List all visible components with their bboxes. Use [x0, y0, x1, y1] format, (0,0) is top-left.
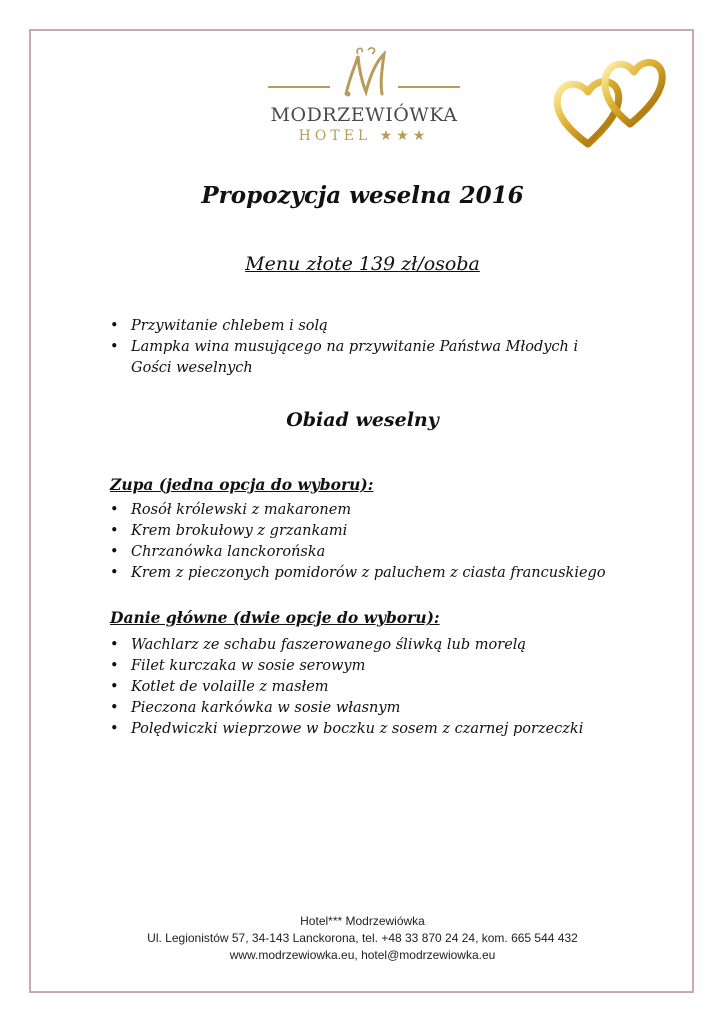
footer-web-email: www.modrzewiowka.eu, hotel@modrzewiowka.eu [229, 948, 496, 962]
list-item: • Krem z pieczonych pomidorów z paluchem z ciasta francuskiego [110, 563, 630, 584]
stylized-m-emblem-icon [328, 46, 400, 101]
main-course-list [110, 635, 630, 740]
section-title: Obiad weselny [286, 409, 439, 431]
footer-hotel-name: Hotel*** Modrzewiówka [300, 914, 425, 928]
list-item: • Wachlarz ze schabu faszerowanego śliwką lub morelą [110, 635, 630, 656]
logo-brand-name: MODRZEWIÓWKA [270, 104, 458, 126]
list-item: • Polędwiczki wieprzowe w boczku z sosem z czarnej porzeczki [110, 719, 630, 740]
main-course-heading: Danie główne (dwie opcje do wyboru): [110, 608, 440, 627]
logo-hotel-stars: HOTEL ★★★ [298, 128, 430, 144]
list-item: • Przywitanie chlebem i solą [110, 316, 610, 337]
footer [0, 913, 725, 964]
list-item: • Filet kurczaka w sosie serowym [110, 656, 630, 677]
list-item: • Kotlet de volaille z masłem [110, 677, 630, 698]
list-item: • Rosół królewski z makaronem [110, 500, 630, 521]
menu-price-line: Menu złote 139 zł/osoba [245, 253, 480, 275]
list-item: • Krem brokułowy z grzankami [110, 521, 630, 542]
soup-list [110, 500, 630, 584]
footer-address: Ul. Legionistów 57, 34-143 Lanckorona, tel. +48 33 870 24 24, kom. 665 544 432 [147, 931, 578, 945]
list-item: • Chrzanówka lanckorońska [110, 542, 630, 563]
list-item: • Pieczona karkówka w sosie własnym [110, 698, 630, 719]
wedding-rings-hearts-icon [548, 42, 670, 152]
list-item: • Lampka wina musującego na przywitanie Państwa Młodych i Gości weselnych [110, 337, 610, 379]
soup-heading: Zupa (jedna opcja do wyboru): [110, 475, 374, 494]
page-title: Propozycja weselna 2016 [201, 182, 524, 209]
hotel-logo [258, 46, 470, 156]
welcome-list [110, 316, 610, 379]
logo-divider-lines [258, 86, 470, 88]
